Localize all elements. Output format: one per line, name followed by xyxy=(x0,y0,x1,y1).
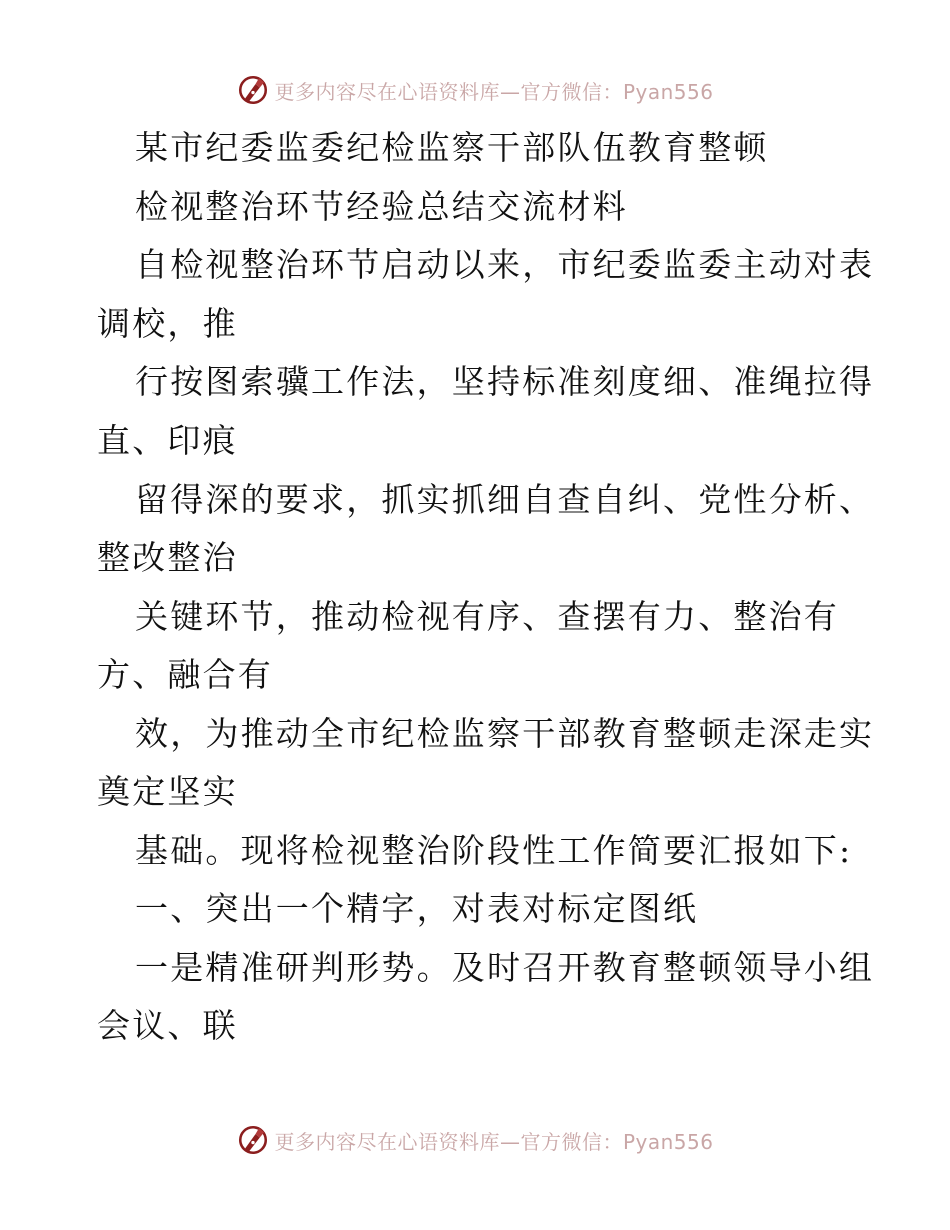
paragraph-line: 关键环节，推动检视有序、查摆有力、整治有 xyxy=(135,597,839,636)
paragraph-line: 整改整治 xyxy=(97,538,238,577)
paragraph-line: 行按图索骥工作法，坚持标准刻度细、准绳拉得 xyxy=(135,362,875,401)
document-title-line-1: 某市纪委监委纪检监察干部队伍教育整顿 xyxy=(135,128,769,167)
paragraph-line: 一是精准研判形势。及时召开教育整顿领导小组 xyxy=(135,948,875,987)
paragraph-line: 自检视整治环节启动以来，市纪委监委主动对表 xyxy=(135,245,875,284)
section-heading: 一、突出一个精字，对表对标定图纸 xyxy=(135,889,699,928)
pen-nib-circle-logo-icon xyxy=(236,1123,270,1157)
paragraph-line: 基础。现将检视整治阶段性工作简要汇报如下: xyxy=(135,831,853,870)
paragraph-line: 直、印痕 xyxy=(97,421,238,460)
paragraph-line: 奠定坚实 xyxy=(97,772,238,811)
paragraph-line: 效，为推动全市纪检监察干部教育整顿走深走实 xyxy=(135,714,875,753)
paragraph-line: 会议、联 xyxy=(97,1006,238,1045)
footer-watermark xyxy=(0,1122,950,1158)
watermark-text: 更多内容尽在心语资料库—官方微信：Pyan556 xyxy=(274,79,714,104)
paragraph-line: 留得深的要求，抓实抓细自查自纠、党性分析、 xyxy=(135,480,875,519)
watermark-text: 更多内容尽在心语资料库—官方微信：Pyan556 xyxy=(274,1129,714,1154)
paragraph-line: 方、融合有 xyxy=(97,655,273,694)
paragraph-line: 调校，推 xyxy=(97,304,238,343)
document-title-line-2: 检视整治环节经验总结交流材料 xyxy=(135,187,628,226)
